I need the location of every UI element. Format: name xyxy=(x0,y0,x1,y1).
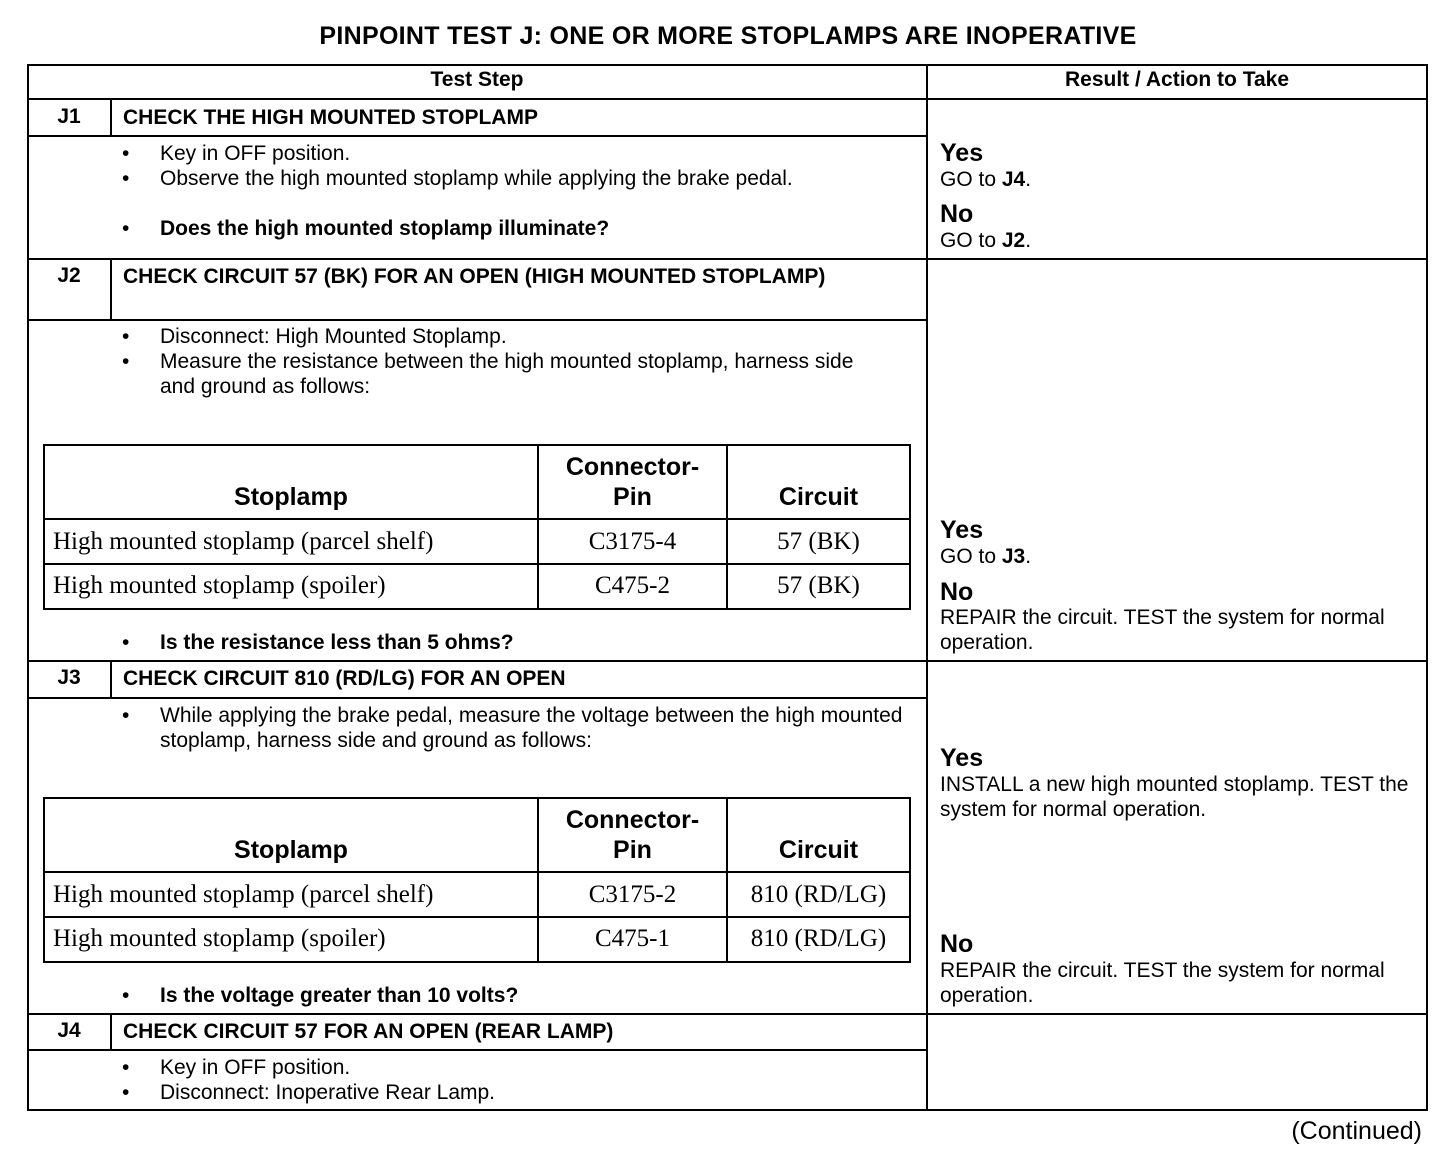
step-id-j3: J3 xyxy=(57,666,81,689)
j2-yes-ref: J3 xyxy=(1001,545,1026,568)
j1-question: Does the high mounted stoplamp illuminate? xyxy=(160,217,610,240)
j3-instruction-1: While applying the brake pedal, measure the voltage between the high mounted stoplamp, harness side and ground as follows: xyxy=(160,704,903,752)
j3-question: Is the voltage greater than 10 volts? xyxy=(160,984,519,1007)
continued-note: (Continued) xyxy=(1291,1117,1422,1145)
j2-question: Is the resistance less than 5 ohms? xyxy=(160,631,514,654)
bullet: • xyxy=(122,631,130,654)
bullet: • xyxy=(122,142,130,165)
j1-yes-action: GO to J4. xyxy=(940,168,1032,191)
j2-no-action: REPAIR the circuit. TEST the system for normal operation. xyxy=(940,606,1385,654)
table-cell-stoplamp: High mounted stoplamp (spoiler) xyxy=(53,925,386,952)
table-header-connector: Connector- xyxy=(565,453,700,481)
j2-no-label: No xyxy=(940,578,974,606)
step-title-j4: CHECK CIRCUIT 57 FOR AN OPEN (REAR LAMP) xyxy=(123,1020,614,1043)
bullet: • xyxy=(122,325,130,348)
j1-instruction-2: Observe the high mounted stoplamp while applying the brake pedal. xyxy=(160,167,793,190)
table-header-stoplamp: Stoplamp xyxy=(234,483,348,511)
table-cell-stoplamp: High mounted stoplamp (parcel shelf) xyxy=(53,528,434,555)
table-cell-pin: C3175-2 xyxy=(588,881,677,908)
j3-yes-action: INSTALL a new high mounted stoplamp. TEST the system for normal operation. xyxy=(940,773,1409,821)
step-id-j1: J1 xyxy=(57,105,81,128)
j1-yes-label: Yes xyxy=(940,139,984,167)
bullet: • xyxy=(122,217,130,240)
j3-yes-label: Yes xyxy=(940,744,984,772)
table-cell-stoplamp: High mounted stoplamp (parcel shelf) xyxy=(53,881,434,908)
j1-no-ref: J2 xyxy=(1001,229,1026,252)
bullet: • xyxy=(122,984,130,1007)
step-title-j1: CHECK THE HIGH MOUNTED STOPLAMP xyxy=(123,106,538,129)
step-id-j4: J4 xyxy=(57,1019,81,1042)
j2-instruction-1: Disconnect: High Mounted Stoplamp. xyxy=(160,325,507,348)
bullet: • xyxy=(122,350,130,373)
table-cell-stoplamp: High mounted stoplamp (spoiler) xyxy=(53,572,386,599)
bullet: • xyxy=(122,1081,130,1104)
table-cell-pin: C3175-4 xyxy=(588,528,677,555)
table-header-connector: Connector- xyxy=(565,806,700,834)
table-header-pin: Pin xyxy=(613,836,652,864)
j1-no-action: GO to J2. xyxy=(940,229,1032,252)
j2-yes-action: GO to J3. xyxy=(940,545,1032,568)
j3-no-label: No xyxy=(940,930,974,958)
j1-yes-ref: J4 xyxy=(1001,168,1026,191)
j1-instruction-1: Key in OFF position. xyxy=(160,142,351,165)
table-cell-pin: C475-1 xyxy=(595,925,670,952)
bullet: • xyxy=(122,1056,130,1079)
step-id-j2: J2 xyxy=(57,264,81,287)
j2-instruction-2: Measure the resistance between the high mounted stoplamp, harness side and ground as follows: xyxy=(160,350,854,398)
step-title-j2: CHECK CIRCUIT 57 (BK) FOR AN OPEN (HIGH MOUNTED STOPLAMP) xyxy=(123,265,826,288)
table-cell-pin: C475-2 xyxy=(595,572,670,599)
table-cell-circuit: 57 (BK) xyxy=(777,528,860,555)
table-cell-circuit: 810 (RD/LG) xyxy=(750,925,887,952)
table-header-pin: Pin xyxy=(613,483,652,511)
bullet: • xyxy=(122,704,130,727)
table-header-stoplamp: Stoplamp xyxy=(234,836,348,864)
table-cell-circuit: 810 (RD/LG) xyxy=(750,881,887,908)
test-step-header: Test Step xyxy=(430,68,524,91)
page-title: PINPOINT TEST J: ONE OR MORE STOPLAMPS ARE INOPERATIVE xyxy=(319,22,1137,50)
j4-instruction-1: Key in OFF position. xyxy=(160,1056,351,1079)
bullet: • xyxy=(122,167,130,190)
j1-no-label: No xyxy=(940,200,974,228)
j3-no-action: REPAIR the circuit. TEST the system for normal operation. xyxy=(940,959,1385,1007)
result-header: Result / Action to Take xyxy=(1064,68,1290,91)
j4-instruction-2: Disconnect: Inoperative Rear Lamp. xyxy=(160,1081,496,1104)
j2-yes-label: Yes xyxy=(940,516,984,544)
table-header-circuit: Circuit xyxy=(778,836,859,864)
step-title-j3: CHECK CIRCUIT 810 (RD/LG) FOR AN OPEN xyxy=(123,667,566,690)
table-cell-circuit: 57 (BK) xyxy=(777,572,860,599)
table-header-circuit: Circuit xyxy=(778,483,859,511)
